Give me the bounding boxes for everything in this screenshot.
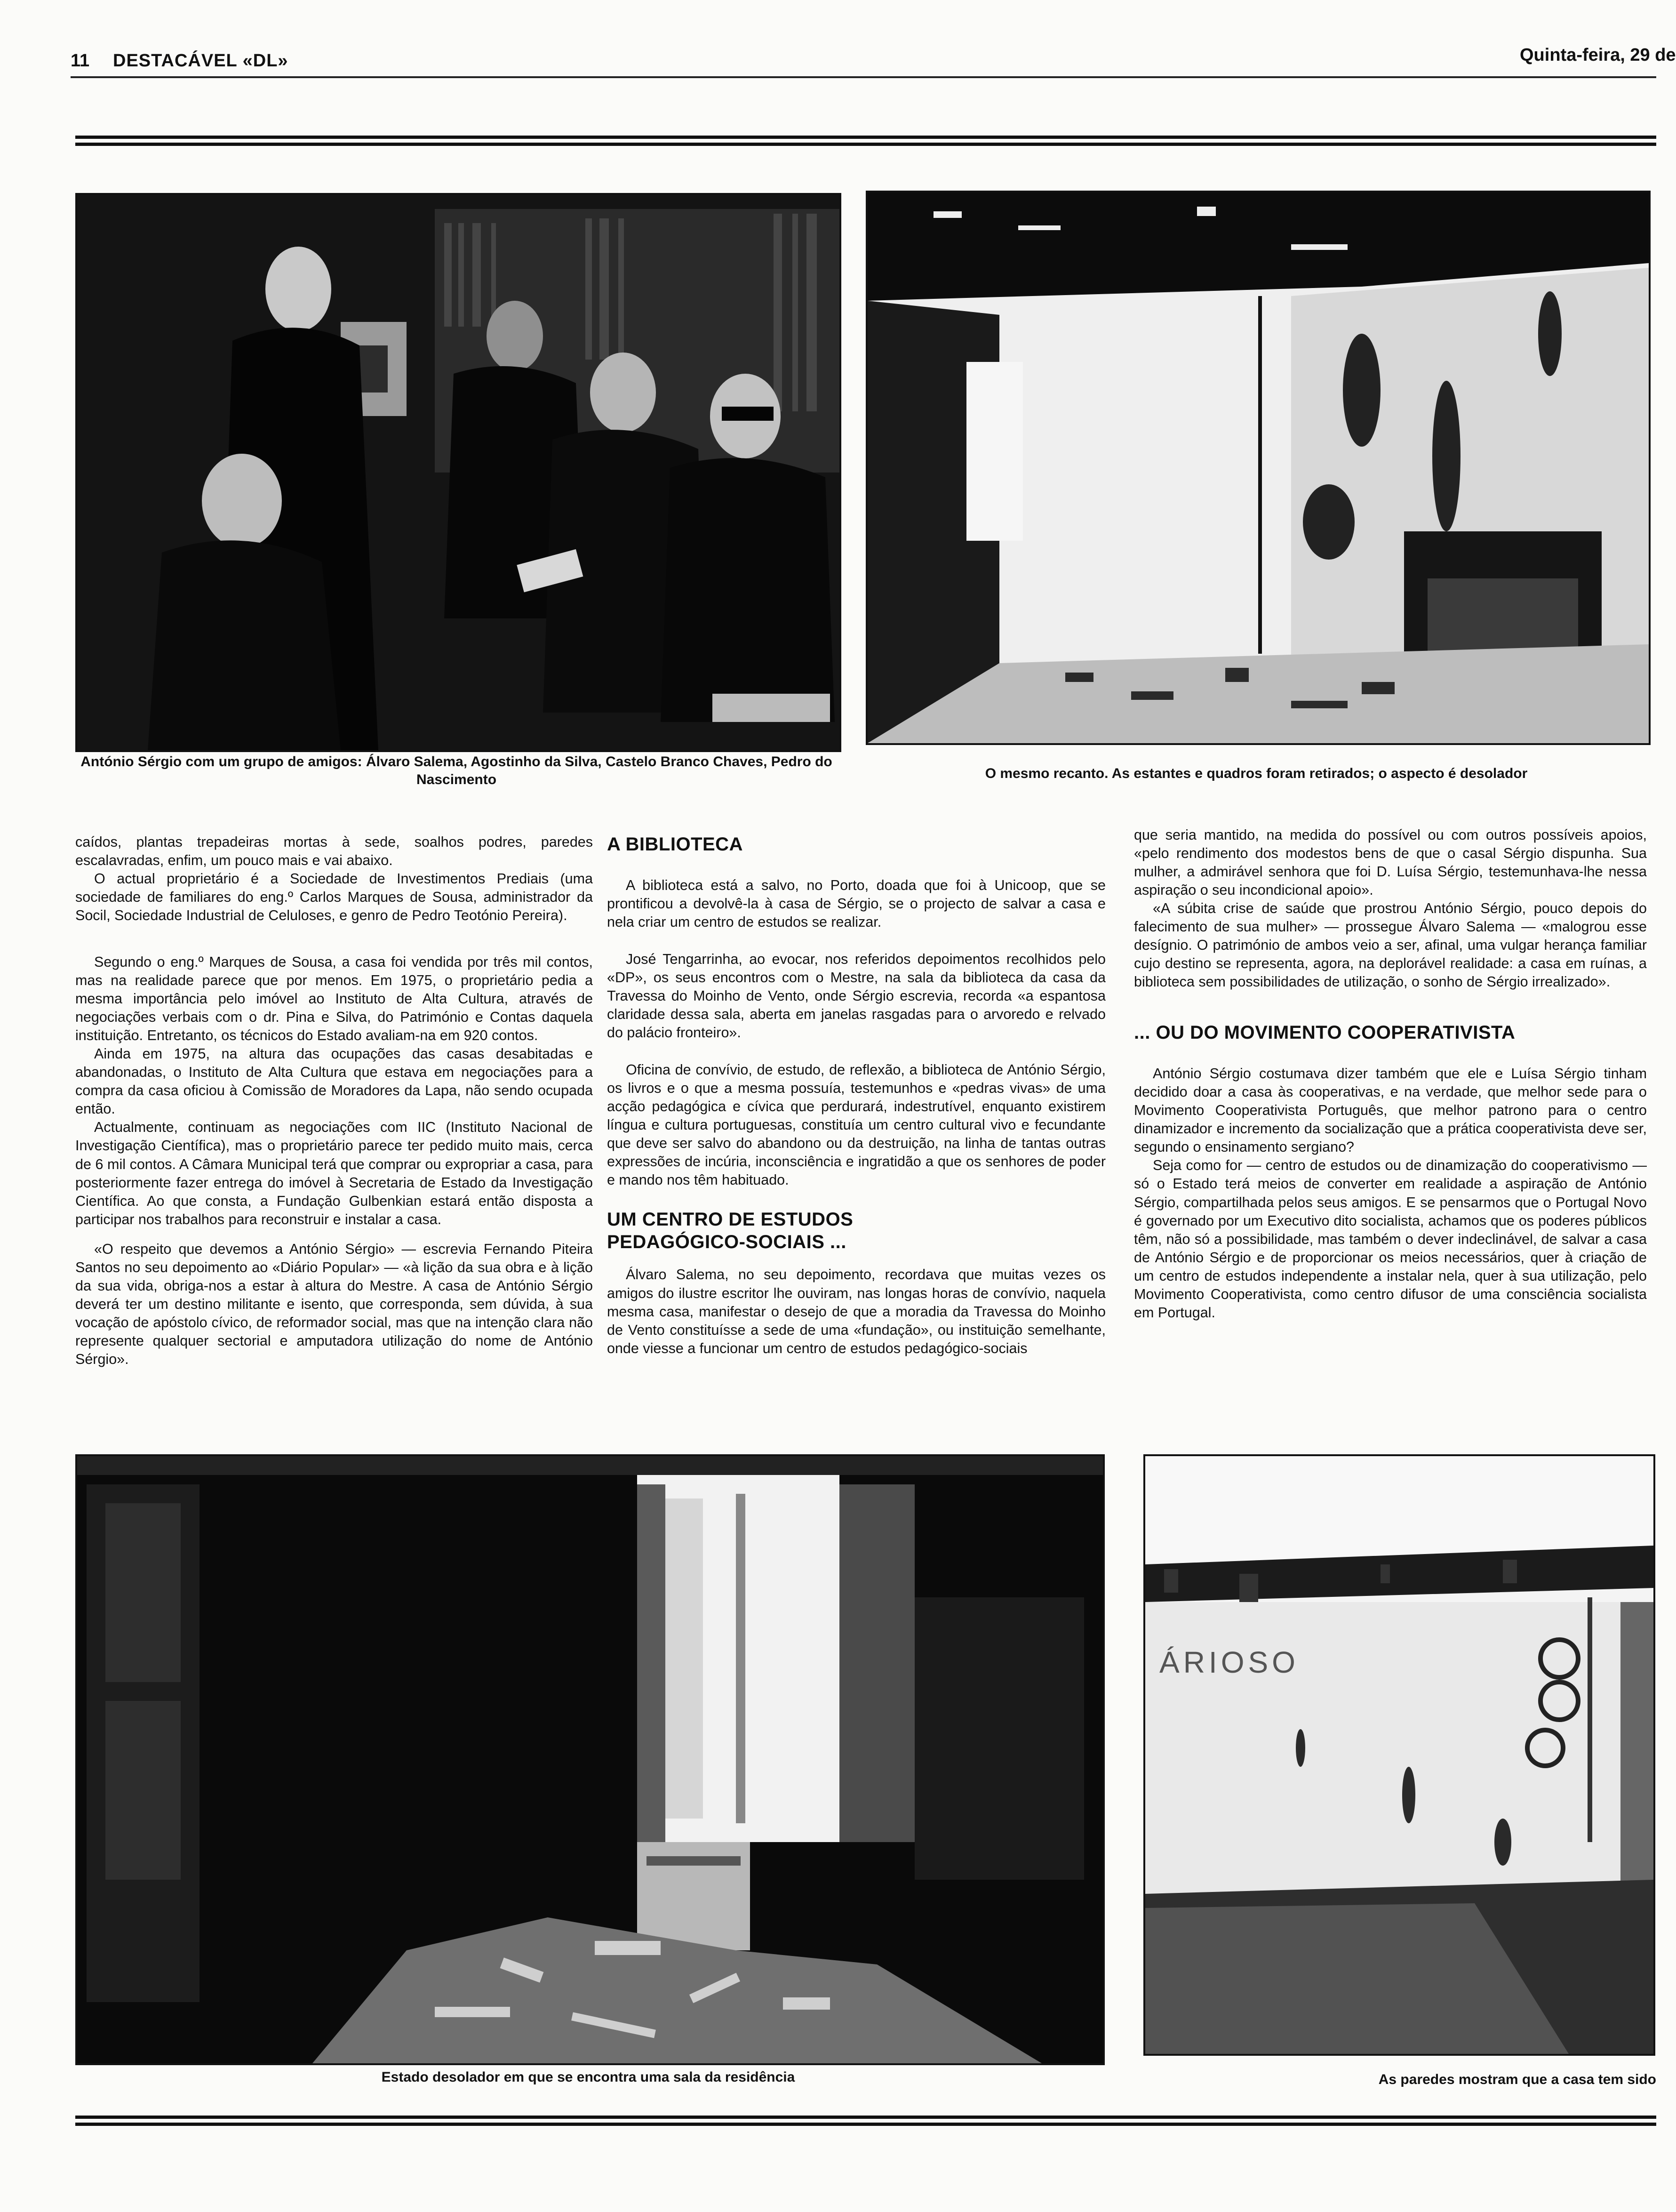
photo-damaged-walls (1143, 1454, 1655, 2056)
photo-caption-damaged-walls: As paredes mostram que a casa tem sido (1378, 2072, 1656, 2087)
col1-paragraph: Ainda em 1975, na altura das ocupações das casas desabitadas e abandonadas, o Instituto de Alta Cultura que estava em negociações para a compra da casa oficiou à Comissão de Moradores da Lapa, não sendo ocupada então. (75, 1046, 593, 1117)
col2-paragraph: José Tengarrinha, ao evocar, nos referidos depoimentos recolhidos pelo «DP», os seus encontros com o Mestre, na sala da biblioteca da casa da Travessa do Moinho de Vento, onde Sérgio escrevia, recorda «a espantosa claridade dessa sala, aberta em janelas rasgadas para o arvoredo e relvado do palácio fronteiro». (607, 951, 1106, 1041)
col1-paragraph: Segundo o eng.º Marques de Sousa, a casa foi vendida por três mil contos, mas na realidade parece que por menos. Em 1975, o proprietário pedia a mesma importância pelo imóvel ao Instituto de Alta Cultura, através de negociações verbais com o dr. Pina e Silva, do Património e Contas daquela instituição. Entretanto, os técnicos do Estado avaliam-na em 920 contos. (75, 954, 593, 1044)
bottom-double-rule (75, 2116, 1656, 2126)
wall-graffiti-text: ÁRIOSO (1159, 1645, 1299, 1679)
article-column-3 (1134, 826, 1647, 1331)
col1-paragraph: Actualmente, continuam as negociações com IIC (Instituto Nacional de Investigação Científica), mas o proprietário parece ter pedido muito mais, cerca de 6 mil contos. A Câmara Municipal terá que comprar ou expropriar a casa, para posteriormente fazer entrega do imóvel à Secretaria de Estado da Investigação Científica. Ao que consta, a Fundação Gulbenkian estará então disposta a participar nos trabalhos para reconstruir e instalar a casa. (75, 1119, 593, 1227)
photo-same-corner (866, 191, 1651, 745)
col1-paragraph: O actual proprietário é a Sociedade de Investimentos Prediais (uma sociedade de familiares do eng.º Carlos Marques de Sousa, administrador da Socil, Sociedade Industrial de Celuloses, e genro de Pedro Teotónio Pereira). (75, 871, 593, 924)
col3-paragraph: Seja como for — centro de estudos ou de dinamização do cooperativismo — só o Estado terá meios de converter em realidade a aspiração de António Sérgio, compartilhada pelos seus amigos. E se pensarmos que o Portugal Novo é governado por um Executivo dito socialista, achamos que os poderes públicos têm, não só a possibilidade, mas também o dever indeclinável, de salvar a casa de António Sérgio e de proporcionar os meios necessários, quer à criação de um centro de estudos independente a instalar nela, quer à sua utilização, pelo Movimento Cooperativista, como centro difusor de uma consciência socialista em Portugal. (1134, 1157, 1647, 1321)
photo-caption-same-corner: O mesmo recanto. As estantes e quadros foram retirados; o aspecto é desolador (985, 766, 1528, 781)
col2-paragraph: Álvaro Salema, no seu depoimento, recordava que muitas vezes os amigos do ilustre escritor lhe ouviram, nas longas horas de convívio, naquela mesma casa, manifestar o desejo de que a moradia da Travessa do Moinho de Vento constituísse a sede de uma «fundação», ou instituição semelhante, onde viesse a funcionar um centro de estudos pedagógico-sociais (607, 1266, 1106, 1356)
col3-paragraph: António Sérgio costumava dizer também que ele e Luísa Sérgio tinham decidido doar a casa às cooperativas, e na verdade, que melhor sede para o Movimento Cooperativista Português, que melhor patrono para o centro dinamizador e incremento da socialização que a prática cooperativista deve ser, segundo o ensinamento sergiano? (1134, 1066, 1647, 1155)
photo-desolate-room (75, 1454, 1105, 2065)
col1-paragraph: caídos, plantas trepadeiras mortas à sede, soalhos podres, paredes escalavradas, enfim, um pouco mais e vai abaixo. (75, 834, 593, 869)
headline-centro-de-estudos-line2: PEDAGÓGICO-SOCIAIS ... (607, 1232, 846, 1253)
header-rule (71, 76, 1656, 78)
section-title: DESTACÁVEL «DL» (113, 51, 288, 71)
page-number: 11 (71, 51, 90, 71)
top-double-rule (75, 136, 1656, 146)
col3-paragraph: «A súbita crise de saúde que prostrou António Sérgio, pouco depois do falecimento de sua mulher» — prossegue Álvaro Salema — «malogrou esse desígnio. O património de ambos veio a ser, afinal, uma vulgar herança familiar cujo destino se representa, agora, na deplorável realidade: a casa em ruínas, a biblioteca sem possibilidades de utilização, o sonho de Sérgio irrealizado». (1134, 900, 1647, 990)
photo-group-of-friends (75, 193, 841, 752)
headline-centro-de-estudos-line1: UM CENTRO DE ESTUDOS (607, 1209, 854, 1230)
col1-paragraph: «O respeito que devemos a António Sérgio» — escrevia Fernando Piteira Santos no seu depoimento ao «Diário Popular» — «à lição da sua obra e à lição da sua vida, obriga-nos a estar à altura do Mestre. A casa de António Sérgio deverá ter um destino militante e isento, que corresponda, sem dúvida, à sua vocação de apóstolo cívico, de reformador social, mas que na intenção clara não represente qualquer sectorial e amputadora utilização do nome de António Sérgio». (75, 1241, 593, 1367)
col3-paragraph: que seria mantido, na medida do possível ou com outros possíveis apoios, «pelo rendimento dos modestos bens de que o casal Sérgio dispunha. Sua mulher, a admirável senhora que foi D. Luísa Sérgio, testemunhava-lhe nessa aspiração o seu incondicional apoio». (1134, 827, 1647, 898)
col2-paragraph: Oficina de convívio, de estudo, de reflexão, a biblioteca de António Sérgio, os livros e o que a mesma possuía, testemunhos e «pedras vivas» de uma acção pedagógica e cívica que perdurará, indestrutível, enquanto existirem língua e cultura portuguesas, constituía um centro cultural vivo e fecundante que deve ser salvo do abandono ou da destruição, na linha de tantas outras expressões de incúria, inconsciência e ingratidão a que os senhores de poder e mando nos têm habituado. (607, 1062, 1106, 1188)
col2-paragraph: A biblioteca está a salvo, no Porto, doada que foi à Unicoop, que se prontificou a devolvê-la à casa de Sérgio, se o projecto de salvar a casa e nela criar um centro de estudos se realizar. (607, 877, 1106, 930)
photo-caption-desolate-room: Estado desolador em que se encontra uma sala da residência (381, 2069, 795, 2085)
article-column-2 (607, 833, 1106, 1367)
headline-biblioteca: A BIBLIOTECA (607, 834, 743, 855)
article-column-1 (75, 833, 593, 1378)
issue-date: Quinta-feira, 29 de (1520, 45, 1676, 65)
headline-movimento-cooperativista: ... OU DO MOVIMENTO COOPERATIVISTA (1134, 1022, 1516, 1043)
photo-caption-friends: António Sérgio com um grupo de amigos: Álvaro Salema, Agostinho da Silva, Castelo Branco Chaves, Pedro do Nascimento (80, 754, 832, 787)
